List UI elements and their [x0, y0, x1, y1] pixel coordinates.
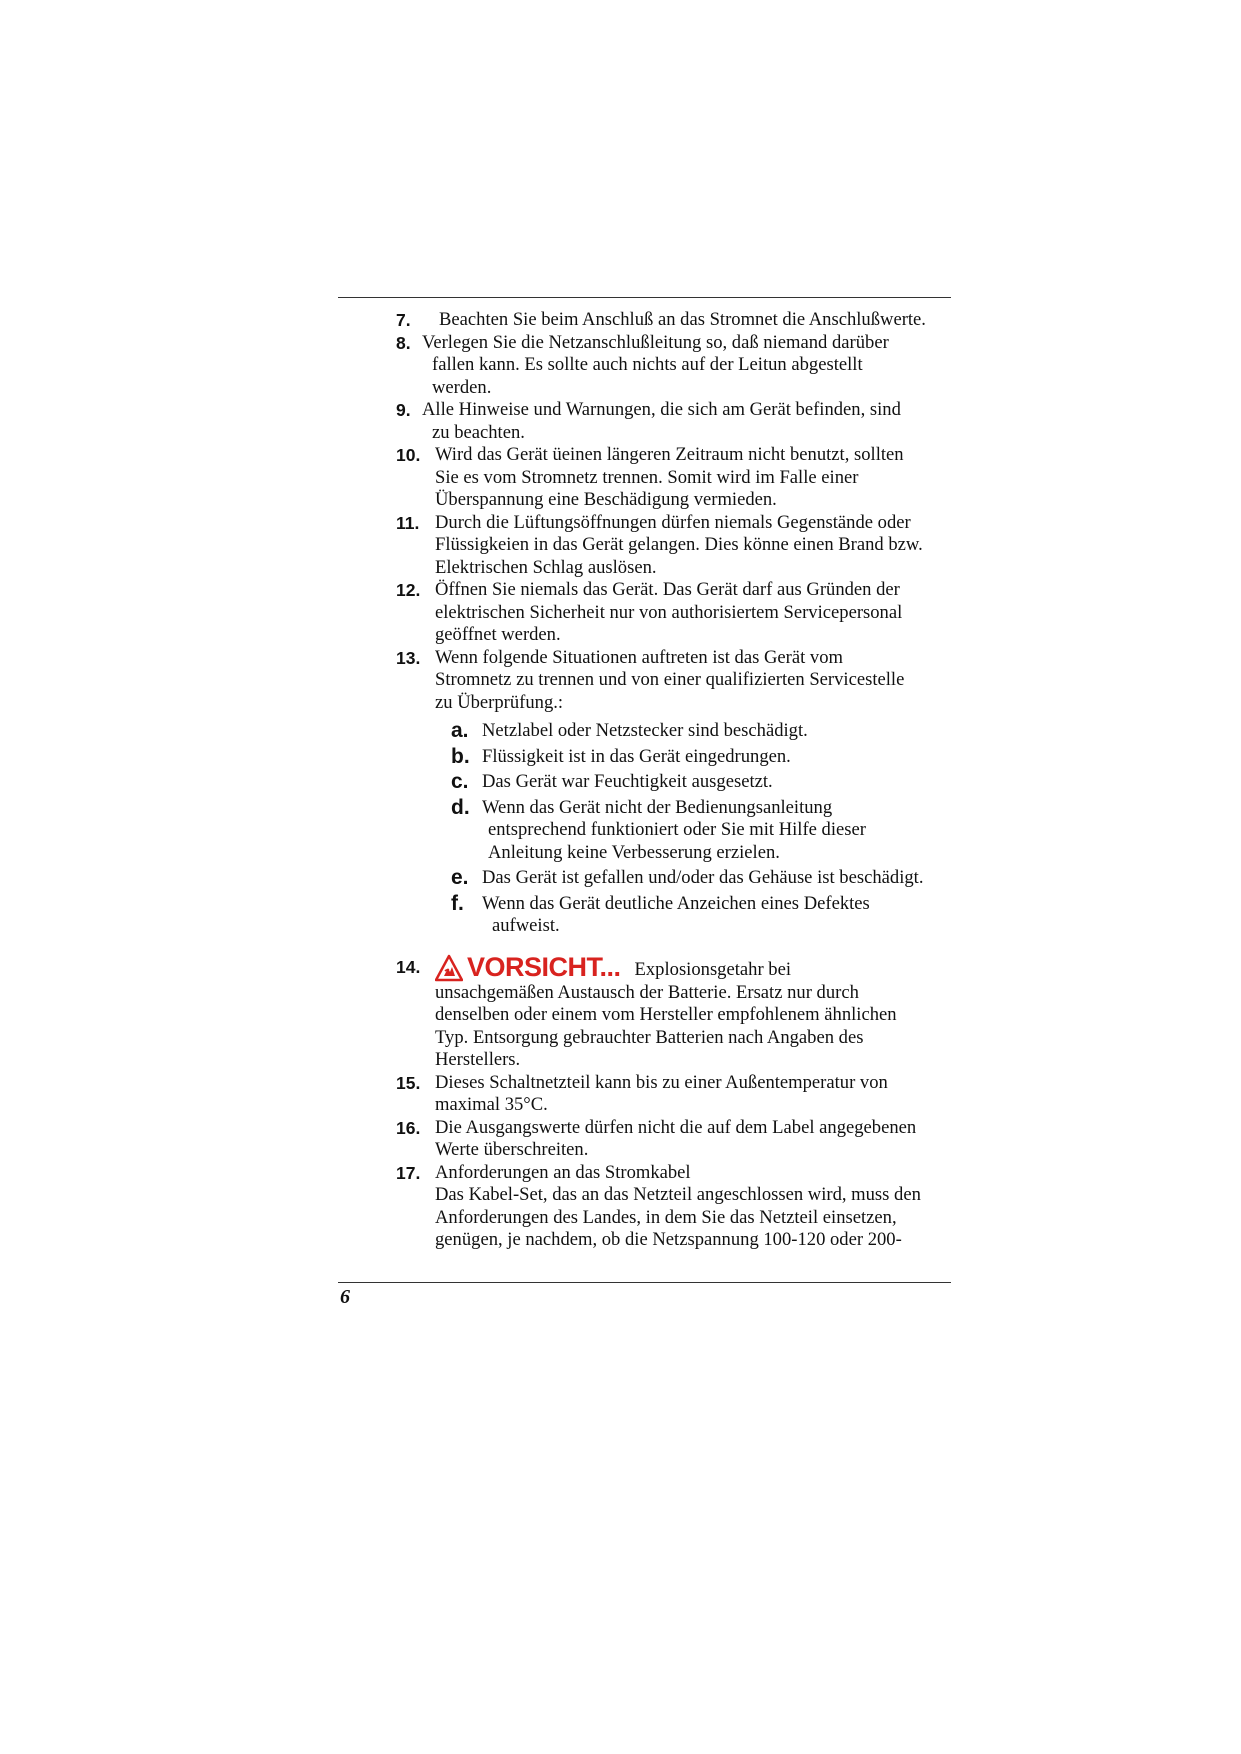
sub-item-d: d. Wenn das Gerät nicht der Bedienungsanleitung entsprechend funktioniert oder Sie mit Hilfe dieser Anleitung keine Verbesserung erzielen.: [451, 795, 866, 863]
list-item-13: [396, 647, 976, 715]
item-text: Durch die Lüftungsöffnungen dürfen niemals Gegenstände oder Flüssigkeien in das Gerät gelangen. Dies könne einen Brand bzw. Elektrischen Schlag auslösen.: [435, 511, 923, 578]
item-text: Anforderungen an das Stromkabel Das Kabel-Set, das an das Netzteil angeschlossen wird, muss den Anforderungen des Landes, in dem Sie das Netzteil einsetzen, genügen, je nachdem, ob die Netzspannung 100-120 oder 200-: [435, 1161, 921, 1250]
item-number: 13.: [396, 647, 421, 668]
list-item-8: [396, 332, 976, 400]
list-item-17: [396, 1162, 976, 1252]
item-number: 7.: [396, 310, 411, 330]
item-text: Wenn folgende Situationen auftreten ist das Gerät vom Stromnetz zu trennen und von einer qualifizierten Servicestelle zu Überprüfung.:: [435, 646, 905, 713]
sub-item-letter: b.: [451, 744, 470, 768]
sub-list: [451, 720, 976, 938]
item-number: 9.: [396, 400, 411, 420]
item-text: Öffnen Sie niemals das Gerät. Das Gerät darf aus Gründen der elektrischen Sicherheit nur von authorisiertem Servicepersonal geöffnet werden.: [435, 579, 903, 645]
safety-instructions-list: [396, 309, 976, 1252]
item-text: Beachten Sie beim Anschluß an das Stromnet die Anschlußwerte.: [439, 309, 926, 330]
sub-item-b: b. Flüssigkeit ist in das Gerät eingedrungen.: [451, 744, 791, 768]
footer-rule: [338, 1282, 951, 1283]
sub-item-c: c. Das Gerät war Feuchtigkeit ausgesetzt.: [451, 770, 773, 793]
list-item-16: [396, 1117, 976, 1162]
item-number: 15.: [396, 1072, 421, 1093]
sub-item-letter: d.: [451, 795, 470, 819]
item-number: 14.: [396, 956, 421, 977]
list-item-9: [396, 399, 976, 444]
item-text: Wird das Gerät üeinen längeren Zeitraum nicht benutzt, sollten Sie es vom Stromnetz trennen. Somit wird im Falle einer Überspannung eine Beschädigung vermieden.: [435, 444, 904, 510]
list-item-14: [396, 948, 976, 1072]
header-rule: [338, 297, 951, 298]
item-number: 11.: [396, 512, 420, 533]
item-number: 16.: [396, 1117, 421, 1138]
sub-item-letter: e.: [451, 866, 469, 889]
list-item-11: [396, 512, 976, 580]
item-number: 10.: [396, 445, 421, 465]
sub-item-letter: f.: [451, 891, 464, 915]
item-text: Dieses Schaltnetzteil kann bis zu einer Außentemperatur von maximal 35°C.: [435, 1071, 888, 1115]
sub-item-letter: c.: [451, 770, 469, 793]
list-item-15: [396, 1072, 976, 1117]
list-item-12: [396, 579, 976, 647]
item-number: 8.: [396, 332, 411, 353]
sub-item-a: a. Netzlabel oder Netzstecker sind beschädigt.: [451, 719, 808, 742]
page-number: 6: [340, 1286, 350, 1308]
item-text: Alle Hinweise und Warnungen, die sich am Gerät befinden, sind zu beachten.: [422, 399, 901, 443]
warning-triangle-icon: [435, 954, 463, 982]
item-text: VORSICHT... Explosionsgetahr bei unsachgemäßen Austausch der Batterie. Ersatz nur durch denselben oder einem vom Hersteller empfohlenem ähnlichen Typ. Entsorgung gebrauchter Batterien nach Angaben des Herstellers.: [435, 948, 976, 1072]
list-item-7: [396, 309, 976, 332]
list-item-10: [396, 444, 976, 512]
warning-line: [435, 948, 976, 982]
warning-text: Explosionsgetahr bei: [634, 959, 791, 980]
item-text: Die Ausgangswerte dürfen nicht die auf dem Label angegebenen Werte überschreiten.: [435, 1116, 917, 1160]
sub-item-e: e. Das Gerät ist gefallen und/oder das Gehäuse ist beschädigt.: [451, 866, 924, 889]
sub-item-f: f. Wenn das Gerät deutliche Anzeichen eines Defektes aufweist.: [451, 891, 870, 936]
warning-word: VORSICHT...: [467, 951, 621, 982]
item-number: 12.: [396, 580, 421, 600]
sub-item-letter: a.: [451, 719, 469, 742]
item-text: Verlegen Sie die Netzanschlußleitung so, daß niemand darüber fallen kann. Es sollte auch nichts auf der Leitun abgestellt werden.: [422, 331, 889, 398]
item-number: 17.: [396, 1162, 421, 1183]
